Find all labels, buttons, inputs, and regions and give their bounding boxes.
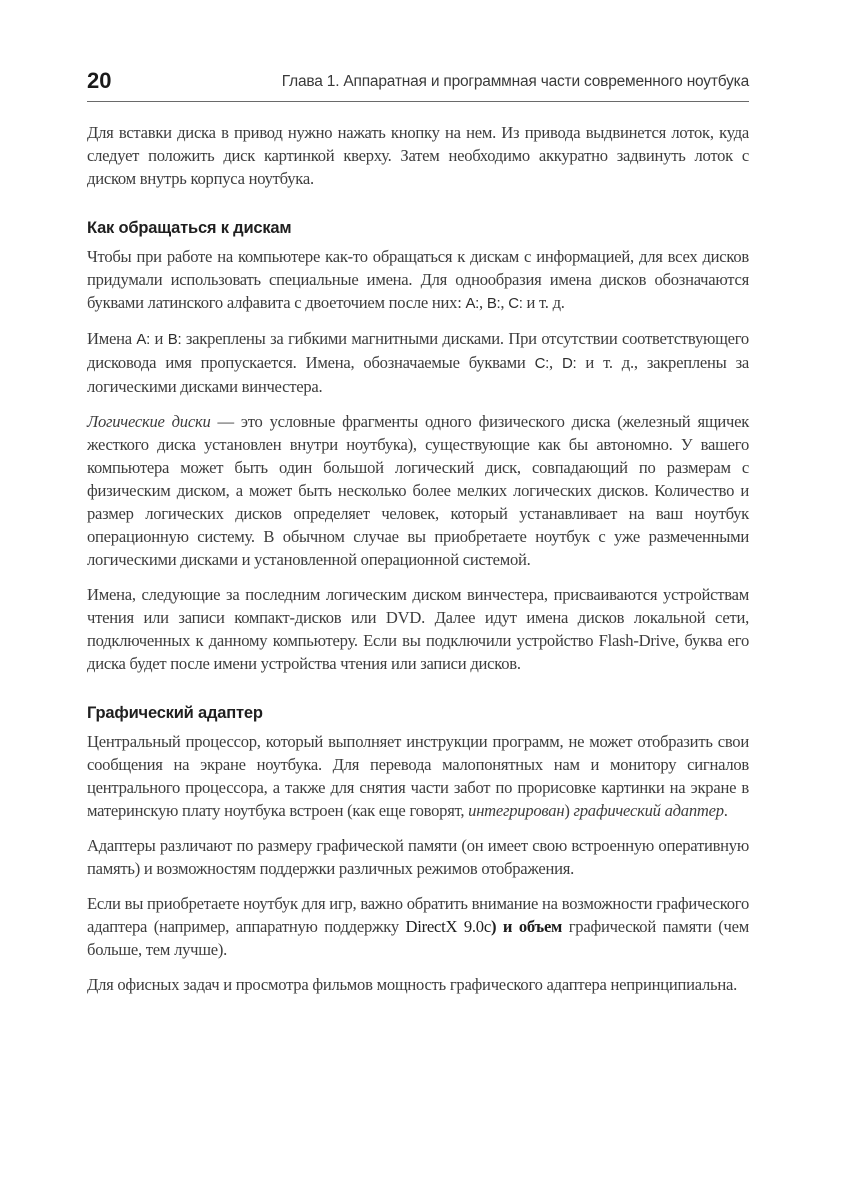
paragraph-office-tasks: Для офисных задач и просмотра фильмов мощность графического адаптера непринципиальна. bbox=[87, 975, 738, 994]
term-integrated: интегрирован bbox=[468, 801, 565, 820]
section-heading-disk-access: Как обращаться к дискам bbox=[87, 219, 292, 237]
drive-letter-d: D: bbox=[561, 355, 577, 372]
page-body bbox=[87, 121, 749, 1008]
running-header bbox=[87, 68, 749, 94]
drive-letter-a: A: bbox=[465, 295, 480, 312]
term-directx: DirectX 9.0c bbox=[405, 917, 491, 936]
paragraph-drive-names: Чтобы при работе на компьютере как-то обращаться к дискам с информацией, для всех дисков придумали использовать специальные имена. Для однообразия имена дисков обозначаются буквами латинского алфавита с двоеточием после них: A:, B:, C: и т. д. bbox=[87, 247, 749, 312]
paragraph-drive-order: Имена, следующие за последним логическим диском винчестера, присваиваются устройствам чтения или записи компакт-дисков или DVD. Далее идут имена дисков локальной сети, подключенных к данному компьютеру. Если вы подключили устройство Flash-Drive, буква его диска будет после имени устройства чтения или записи дисков. bbox=[87, 585, 749, 673]
section-heading-graphics-adapter: Графический адаптер bbox=[87, 704, 263, 722]
drive-letter-b: B: bbox=[167, 331, 182, 348]
term-logical-disks: Логические диски bbox=[87, 412, 211, 431]
term-graphics-adapter: графический адаптер bbox=[573, 801, 724, 820]
drive-letter-b: B: bbox=[486, 295, 501, 312]
drive-letter-a: A: bbox=[136, 331, 150, 348]
paragraph-disk-insertion: Для вставки диска в привод нужно нажать кнопку на нем. Из привода выдвинется лоток, куда следует положить диск картинкой кверху. Затем необходимо аккуратно задвинуть лоток с диском внутрь корпуса ноутбука. bbox=[87, 123, 749, 188]
header-divider bbox=[87, 101, 749, 102]
paragraph-logical-disks: Логические диски — это условные фрагменты одного физического диска (железный ящичек жесткого диска установлен внутри ноутбука), существующие как бы автономно. У вашего компьютера может быть один большой логический диск, совпадающий по размерам с физическим диском, а может быть несколько более мелких логических дисков. Количество и размер логических дисков определяет человек, который устанавливает на ваш ноутбук операционную систему. В обычном случае вы приобретаете ноутбук с уже размеченными логическими дисками и установленной операционной системой. bbox=[87, 412, 750, 569]
paragraph-adapter-memory: Адаптеры различают по размеру графической памяти (он имеет свою встроенную оперативную память) и возможностям поддержки различных режимов отображения. bbox=[87, 836, 749, 878]
paragraph-floppy-drives: Имена A: и B: закреплены за гибкими магнитными дисками. При отсутствии соответствующего дисковода имя пропускается. Имена, обозначаемые буквами C:, D: и т. д., закреплены за логическими дисками винчестера. bbox=[87, 329, 749, 396]
paragraph-gaming: Если вы приобретаете ноутбук для игр, важно обратить внимание на возможности графического адаптера (например, аппаратную поддержку DirectX 9.0c) и объем графической памяти (чем больше, тем лучше). bbox=[87, 894, 750, 959]
drive-letter-c: C: bbox=[508, 295, 523, 312]
chapter-title: Глава 1. Аппаратная и программная части современного ноутбука bbox=[281, 73, 749, 90]
drive-letter-c: C: bbox=[534, 355, 549, 372]
paragraph-graphics-intro: Центральный процессор, который выполняет инструкции программ, не может отобразить свои сообщения на экране ноутбука. Для перевода малопонятных нам и монитору сигналов центрального процессора, а также для снятия части забот по прорисовке картинки на экране в материнскую плату ноутбука встроен (как еще говорят, интегрирован) графический адаптер. bbox=[87, 732, 749, 820]
page-number: 20 bbox=[87, 68, 112, 93]
